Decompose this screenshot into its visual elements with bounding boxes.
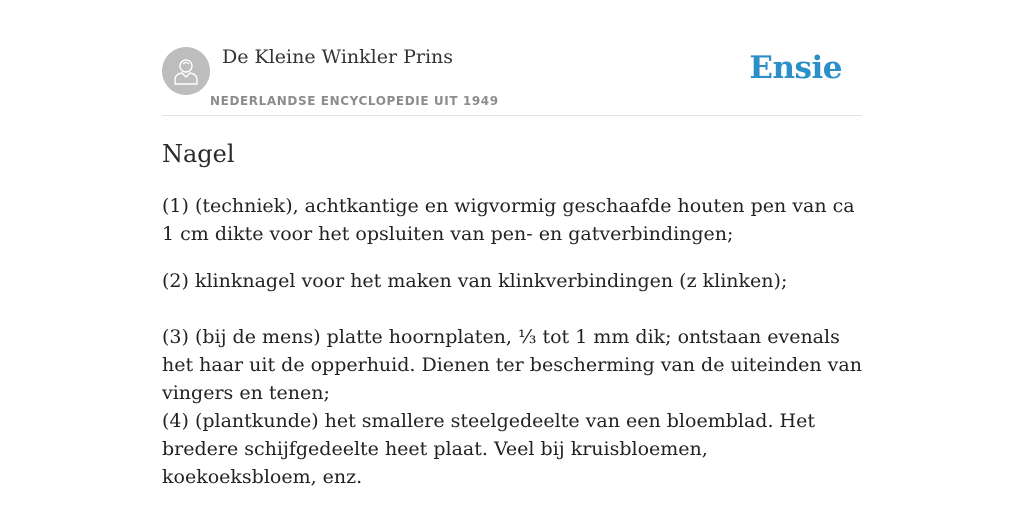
definition-2: (2) klinknagel voor het maken van klinkverbindingen (z klinken);: [162, 270, 788, 292]
source-subtitle: NEDERLANDSE ENCYCLOPEDIE UIT 1949: [210, 94, 499, 108]
user-icon: [172, 56, 200, 86]
source-header: [162, 0, 862, 116]
page-container: [162, 0, 862, 512]
source-title[interactable]: De Kleine Winkler Prins: [222, 46, 454, 68]
brand-logo[interactable]: Ensie: [749, 50, 842, 86]
definition-1: (1) (techniek), achtkantige en wigvormig geschaafde houten pen van ca 1 cm dikte voor het opsluiten van pen- en gatverbindingen;: [162, 195, 855, 245]
definition-3: (3) (bij de mens) platte hoornplaten, ⅓ tot 1 mm dik; ontstaan evenals het haar uit de opperhuid. Dienen ter bescherming van de uiteinden van vingers en tenen;: [162, 326, 862, 404]
avatar[interactable]: [162, 47, 210, 95]
definition-4: (4) (plantkunde) het smallere steelgedeelte van een bloemblad. Het bredere schijfgedeelte heet plaat. Veel bij kruisbloemen, koekoeksbloem, enz.: [162, 410, 815, 488]
entry-title: Nagel: [162, 140, 235, 168]
